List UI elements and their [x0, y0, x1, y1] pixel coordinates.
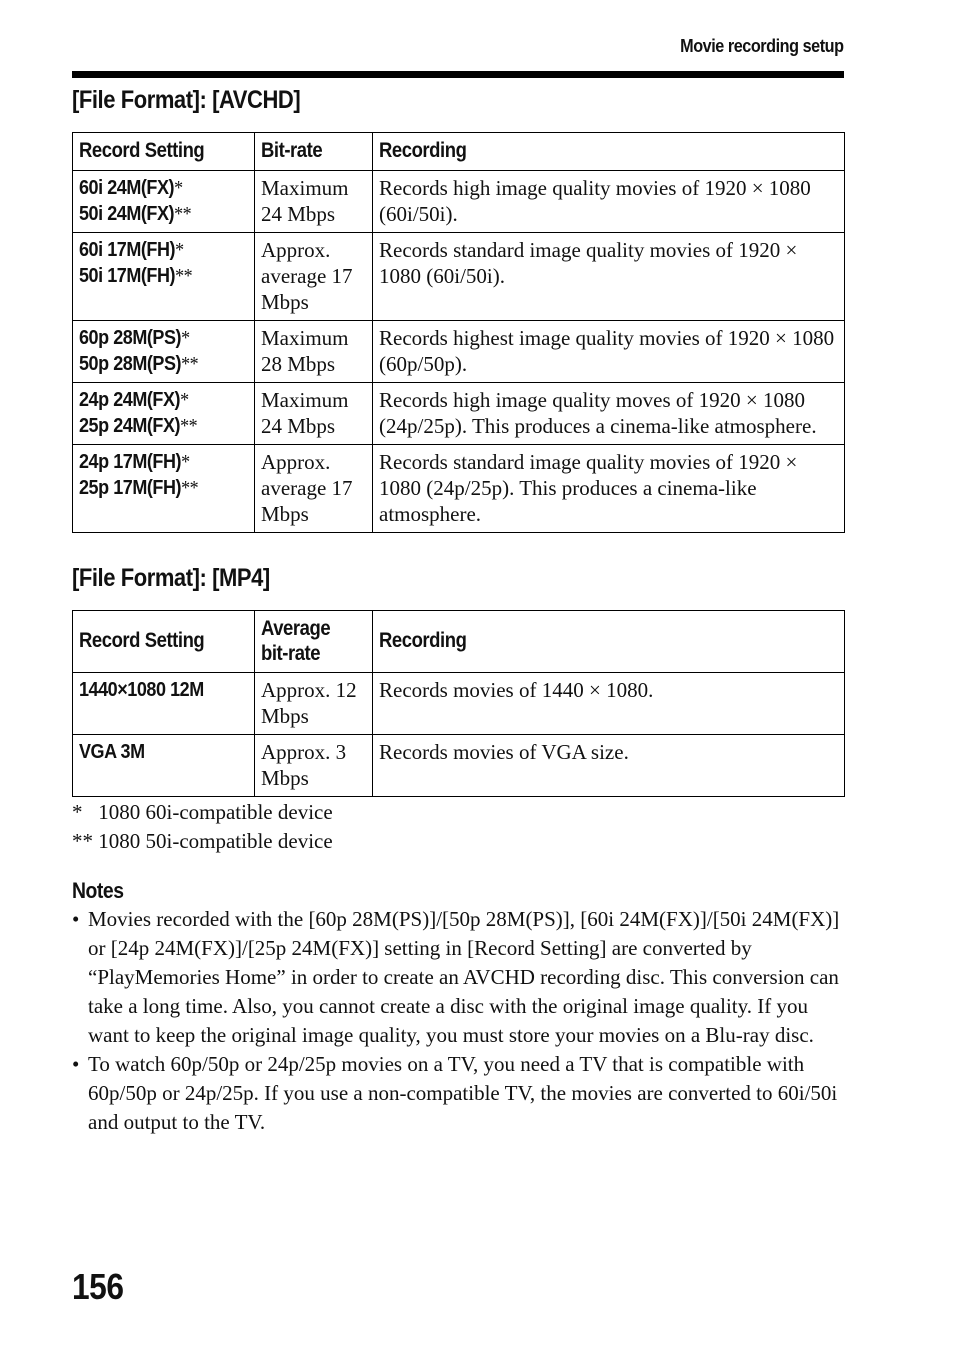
mp4-section-title: [File Format]: [MP4] — [72, 564, 270, 592]
avchd-table — [72, 132, 845, 533]
avchd-section-title: [File Format]: [AVCHD] — [72, 86, 301, 114]
bitrate-cell: Approx. average 17 Mbps — [255, 233, 373, 321]
recording-cell: Records movies of VGA size. — [373, 735, 845, 797]
table-header-row — [73, 133, 845, 171]
table-row — [73, 383, 845, 445]
footnote: * 1080 60i-compatible device — [72, 800, 333, 824]
record-setting-cell: 60p 28M(PS)* 50p 28M(PS)** — [73, 321, 255, 383]
page-number: 156 — [72, 1266, 124, 1307]
recording-cell: Records movies of 1440 × 1080. — [373, 673, 845, 735]
bullet-icon: • — [72, 907, 80, 931]
bitrate-cell: Maximum 28 Mbps — [255, 321, 373, 383]
bitrate-cell: Maximum 24 Mbps — [255, 171, 373, 233]
bitrate-cell: Approx. 3 Mbps — [255, 735, 373, 797]
table-row — [73, 233, 845, 321]
footnote: ** 1080 50i-compatible device — [72, 829, 333, 853]
column-header: Recording — [373, 611, 845, 673]
column-header: Average bit-rate — [255, 611, 373, 673]
bitrate-cell: Maximum 24 Mbps — [255, 383, 373, 445]
note-item: • To watch 60p/50p or 24p/25p movies on a TV, you need a TV that is compatible with 60p/50p or 24p/25p. If you use a non-compatible TV, the movies are converted to 60i/50i and output to the TV. — [72, 1052, 838, 1134]
running-header: Movie recording setup — [680, 36, 844, 56]
recording-cell: Records standard image quality movies of 1920 × 1080 (60i/50i). — [373, 233, 845, 321]
recording-cell: Records high image quality moves of 1920 × 1080 (24p/25p). This produces a cinema-like atmosphere. — [373, 383, 845, 445]
record-setting-cell: 60i 24M(FX)* 50i 24M(FX)** — [73, 171, 255, 233]
header-rule — [72, 71, 844, 78]
table-row — [73, 171, 845, 233]
note-item: • Movies recorded with the [60p 28M(PS)]/[50p 28M(PS)], [60i 24M(FX)]/[50i 24M(FX)] or [24p 24M(FX)]/[25p 24M(FX)] setting in [Record Setting] are converted by “PlayMemories Home” in order to create an AVCHD recording disc. This conversion can take a long time. Also, you cannot create a disc with the original image quality. If you want to keep the original image quality, you must store your movies on a Blu-ray disc. — [72, 907, 840, 1047]
recording-cell: Records standard image quality movies of 1920 × 1080 (24p/25p). This produces a cinema-like atmosphere. — [373, 445, 845, 533]
recording-cell: Records highest image quality movies of 1920 × 1080 (60p/50p). — [373, 321, 845, 383]
table-row — [73, 673, 845, 735]
mp4-table — [72, 610, 845, 797]
record-setting-cell: 24p 24M(FX)* 25p 24M(FX)** — [73, 383, 255, 445]
column-header: Record Setting — [73, 133, 255, 171]
table-row — [73, 445, 845, 533]
table-row — [73, 321, 845, 383]
notes-list — [72, 905, 844, 1137]
footnotes — [72, 798, 333, 856]
column-header: Recording — [373, 133, 845, 171]
record-setting-cell: 24p 17M(FH)* 25p 17M(FH)** — [73, 445, 255, 533]
bitrate-cell: Approx. 12 Mbps — [255, 673, 373, 735]
bitrate-cell: Approx. average 17 Mbps — [255, 445, 373, 533]
column-header: Bit-rate — [255, 133, 373, 171]
notes-title: Notes — [72, 878, 124, 903]
table-header-row — [73, 611, 845, 673]
record-setting-cell: 60i 17M(FH)* 50i 17M(FH)** — [73, 233, 255, 321]
recording-cell: Records high image quality movies of 1920 × 1080 (60i/50i). — [373, 171, 845, 233]
record-setting-cell: 1440×1080 12M — [73, 673, 255, 735]
column-header: Record Setting — [73, 611, 255, 673]
table-row — [73, 735, 845, 797]
record-setting-cell: VGA 3M — [73, 735, 255, 797]
bullet-icon: • — [72, 1052, 80, 1076]
